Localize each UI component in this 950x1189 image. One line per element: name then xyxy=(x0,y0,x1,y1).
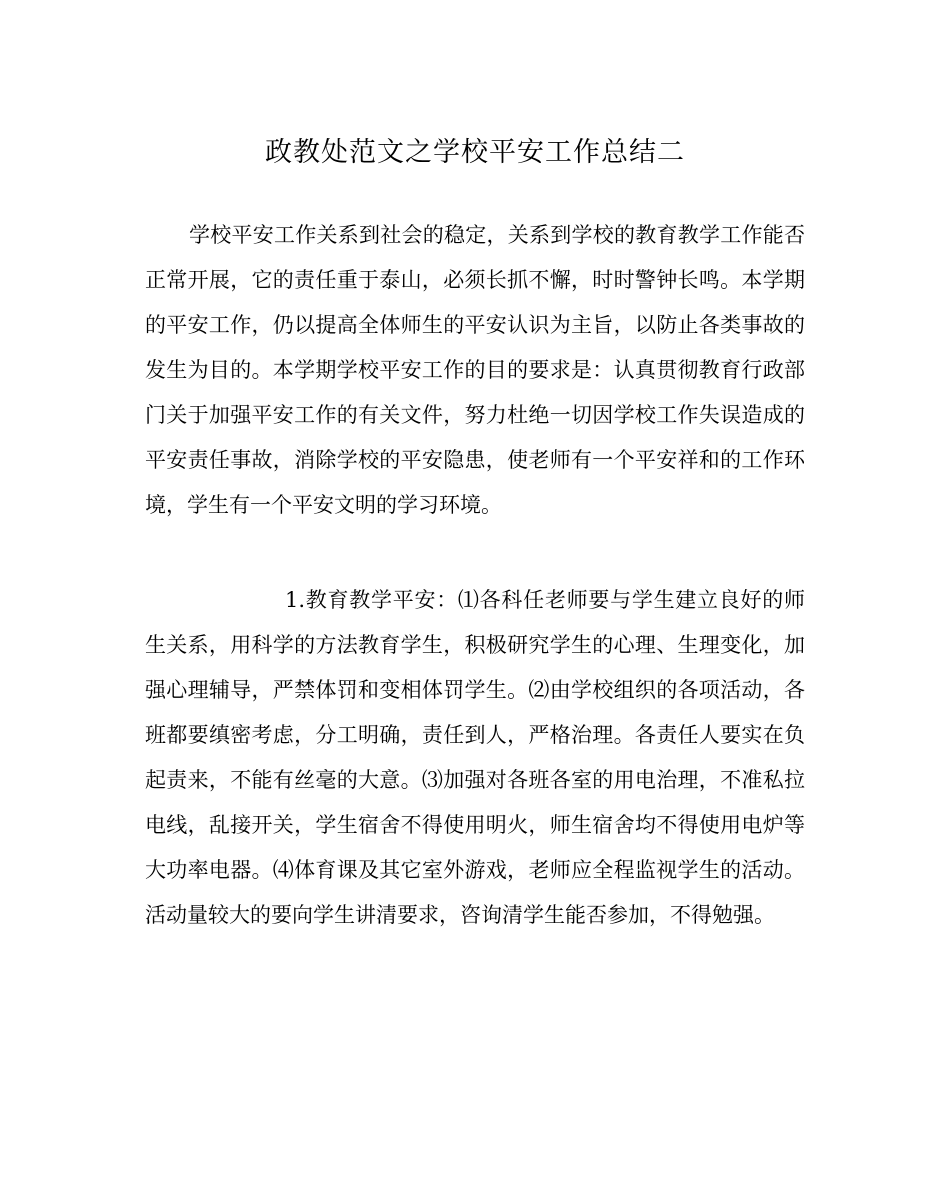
paragraph-intro: 学校平安工作关系到社会的稳定，关系到学校的教育教学工作能否正常开展，它的责任重于泰山，必须长抓不懈，时时警钟长鸣。本学期的平安工作，仍以提高全体师生的平安认识为主旨，以防止各类事故的发生为目的。本学期学校平安工作的目的要求是：认真贯彻教育行政部门关于加强平安工作的有关文件，努力杜绝一切因学校工作失误造成的平安责任事故，消除学校的平安隐患，使老师有一个平安祥和的工作环境，学生有一个平安文明的学习环境。 xyxy=(145,223,805,517)
paragraph-education-safety: 1.教育教学平安：⑴各科任老师要与学生建立良好的师生关系，用科学的方法教育学生，积极研究学生的心理、生理变化，加强心理辅导，严禁体罚和变相体罚学生。⑵由学校组织的各项活动，各班都要缜密考虑，分工明确，责任到人，严格治理。各责任人要实在负起责来，不能有丝毫的大意。⑶加强对各班各室的用电治理，不准私拉电线，乱接开关，学生宿舍不得使用明火，师生宿舍均不得使用电炉等大功率电器。⑷体育课及其它室外游戏，老师应全程监视学生的活动。活动量较大的要向学生讲清要求，咨询清学生能否参加，不得勉强。 xyxy=(145,588,805,927)
document-title: 政教处范文之学校平安工作总结二 xyxy=(265,137,685,168)
